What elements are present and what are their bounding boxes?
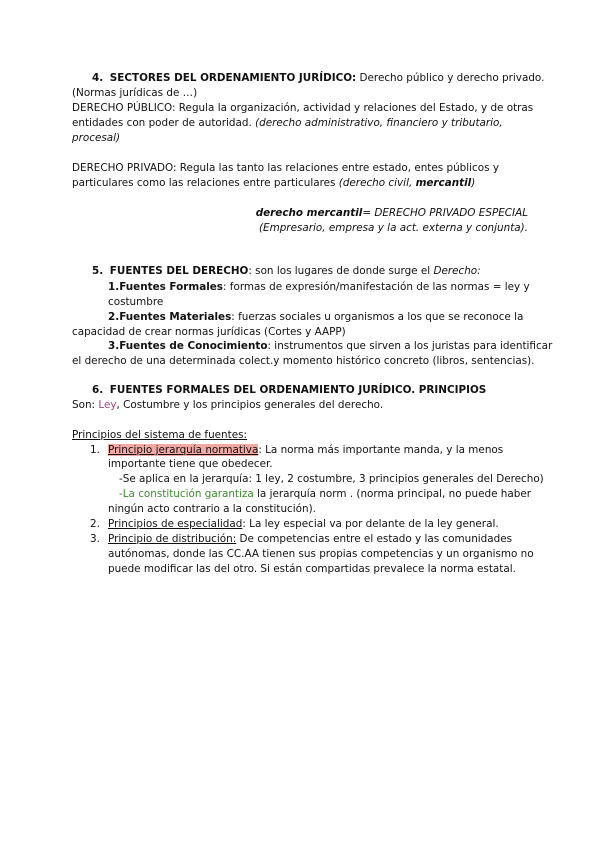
principio-3-line-3: puede modificar las del otro. Si están compartidas prevalece la norma estatal. [108, 563, 516, 575]
derecho-privado-examples: (derecho civil, [338, 177, 416, 189]
section-intro: : son los lugares de donde surge el [248, 265, 434, 277]
principio-3-label: Principio de distribución: [108, 533, 237, 545]
principio-3-number: 3. [90, 533, 100, 545]
fuente-title: Fuentes de Conocimiento [119, 340, 268, 352]
section-title: FUENTES DEL DERECHO [109, 265, 249, 277]
section-intro-italic: Derecho: [433, 265, 481, 277]
principio-1-text: : La norma más importante manda, y la menos [258, 444, 504, 456]
ley-term: Ley [98, 399, 117, 411]
fuente-text: : formas de expresión/manifestación de las normas = ley y [223, 281, 530, 293]
mercantil-detail: (Empresario, empresa y la act. externa y conjunta). [258, 222, 528, 234]
son-label: Son: [72, 399, 99, 411]
closing-paren: ) [471, 177, 476, 189]
bullet-rest: la jerarquía norm . (norma principal, no puede haber [253, 488, 531, 500]
derecho-publico-line-2 [72, 116, 503, 131]
normas-note: (Normas jurídicas de …) [72, 87, 198, 99]
principios-heading: Principios del sistema de fuentes: [72, 429, 248, 441]
derecho-publico-line-1: DERECHO PÚBLICO: Regula la organización, actividad y relaciones del Estado, y de otras [72, 102, 534, 114]
principio-3-line-1 [108, 532, 512, 547]
fuente-title: Fuentes Materiales [119, 311, 232, 323]
derecho-publico-examples: (derecho administrativo, financiero y tributario, [255, 117, 503, 129]
fuente-number: 3. [108, 340, 120, 352]
principio-3-line-2: autónomas, donde las CC.AA tienen sus propias competencias y un organismo no [108, 548, 534, 560]
fuente-number: 1. [108, 281, 120, 293]
section-title: FUENTES FORMALES DEL ORDENAMIENTO JURÍDICO. PRINCIPIOS [109, 384, 487, 396]
principio-1-line-2: importante tiene que obedecer. [108, 458, 273, 470]
principio-1-bullet-2 [119, 487, 531, 502]
fuente-formal-line-2: costumbre [108, 296, 164, 308]
fuente-text: : instrumentos que sirven a los juristas para identificar [267, 340, 553, 352]
section-number: 6. [92, 384, 104, 396]
fuente-formal-line-1 [108, 280, 530, 295]
fuente-number: 2. [108, 311, 120, 323]
son-rest: , Costumbre y los principios generales del derecho. [116, 399, 384, 411]
section-subtitle: Derecho público y derecho privado. [356, 72, 545, 84]
derecho-publico-line-3: procesal) [72, 132, 121, 144]
principio-2-text: : La ley especial va por delante de la ley general. [242, 518, 499, 530]
section-5-heading [92, 264, 481, 279]
derecho-publico-text: entidades con poder de autoridad. [72, 117, 256, 129]
principio-1-line-1 [108, 443, 503, 458]
mercantil-bold: mercantil [415, 177, 472, 189]
mercantil-term: derecho mercantil [255, 207, 363, 219]
principio-2-line [108, 517, 499, 532]
mercantil-definition [256, 206, 528, 221]
section-title: SECTORES DEL ORDENAMIENTO JURÍDICO: [109, 72, 357, 84]
fuente-conocimiento-line-2: el derecho de una determinada colect.y momento histórico concreto (libros, sentencias). [72, 355, 535, 367]
fuente-material-line-1 [108, 310, 523, 325]
principio-1-bullet-2-line-2: ningún acto contrario a la constitución). [108, 503, 316, 515]
principio-1-label: Principio jerarquía normativa [108, 444, 259, 456]
fuentes-list-line [72, 398, 383, 413]
mercantil-equals: = DERECHO PRIVADO ESPECIAL [362, 207, 528, 219]
principio-1-bullet-1: -Se aplica en la jerarquía: 1 ley, 2 costumbre, 3 principios generales del Derecho) [119, 473, 544, 485]
fuente-conocimiento-line-1 [108, 339, 552, 354]
principio-3-text: De competencias entre el estado y las comunidades [236, 533, 513, 545]
principio-2-label: Principios de especialidad [108, 518, 243, 530]
principio-1-number: 1. [90, 444, 100, 456]
derecho-privado-line-2 [72, 176, 475, 191]
fuente-text: : fuerzas sociales u organismos a los que se reconoce la [231, 311, 524, 323]
section-number: 4. [92, 72, 104, 84]
fuente-material-line-2: capacidad de crear normas jurídicas (Cortes y AAPP) [72, 326, 346, 338]
section-number: 5. [92, 265, 104, 277]
constitucion-garantiza: -La constitución garantiza [119, 488, 254, 500]
derecho-privado-text: particulares como las relaciones entre particulares [72, 177, 339, 189]
section-4-heading [92, 71, 544, 86]
principio-2-number: 2. [90, 518, 100, 530]
section-6-heading [92, 383, 486, 398]
fuente-title: Fuentes Formales [119, 281, 223, 293]
derecho-privado-line-1: DERECHO PRIVADO: Regula las tanto las relaciones entre estado, entes públicos y [72, 162, 499, 174]
